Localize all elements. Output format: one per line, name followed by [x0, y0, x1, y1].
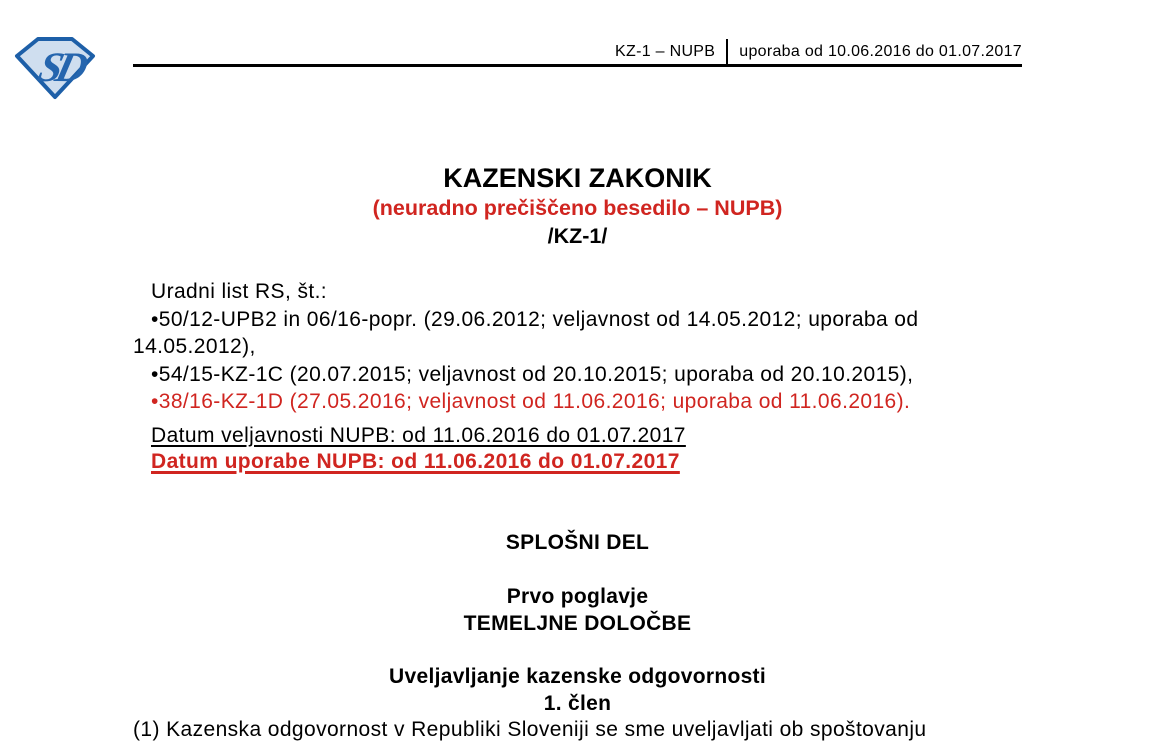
article-number: 1. člen: [543, 692, 612, 715]
gazette-item: •50/12-UPB2 in 06/16-popr. (29.06.2012; veljavnost od 14.05.2012; uporaba od 14.05.2012),: [133, 307, 919, 358]
part-heading-block: [133, 529, 1022, 556]
validity-date-line: Datum veljavnosti NUPB: od 11.06.2016 do 01.07.2017: [151, 424, 686, 447]
sd-diamond-logo-icon: [13, 35, 97, 101]
document-short-code: /KZ-1/: [547, 224, 608, 248]
sd-diamond-logo: [13, 35, 97, 101]
article-paragraph: (1) Kazenska odgovornost v Republiki Sloveniji se sme uveljavljati ob spoštovanju: [133, 718, 927, 741]
page-header: [133, 0, 1022, 67]
part-heading: SPLOŠNI DEL: [505, 531, 650, 554]
title-block: [133, 163, 1022, 250]
header-divider-bar: [726, 39, 728, 64]
document-subtitle: (neuradno prečiščeno besedilo – NUPB): [372, 196, 783, 220]
header-doc-code: KZ-1 – NUPB: [615, 43, 716, 60]
validity-block: [133, 423, 1022, 475]
article-block: [133, 663, 1022, 717]
header-usage-note: uporaba od 10.06.2016 do 01.07.2017: [739, 43, 1022, 60]
chapter-heading: TEMELJNE DOLOČBE: [463, 612, 692, 635]
chapter-block: [133, 583, 1022, 637]
logo-letters: SD: [33, 44, 87, 91]
article-heading: Uveljavljanje kazenske odgovornosti: [389, 665, 766, 688]
gazette-intro: Uradni list RS, št.:: [151, 280, 328, 303]
chapter-label: Prvo poglavje: [506, 585, 649, 608]
gazette-item: •54/15-KZ-1C (20.07.2015; veljavnost od 20.10.2015; uporaba od 20.10.2015),: [151, 362, 914, 386]
document-title: KAZENSKI ZAKONIK: [443, 163, 712, 193]
gazette-item-red: •38/16-KZ-1D (27.05.2016; veljavnost od 11.06.2016; uporaba od 11.06.2016).: [151, 390, 911, 413]
usage-date-line: Datum uporabe NUPB: od 11.06.2016 do 01.07.2017: [151, 450, 680, 473]
article-body: [133, 716, 1033, 743]
gazette-list: [133, 278, 1022, 416]
